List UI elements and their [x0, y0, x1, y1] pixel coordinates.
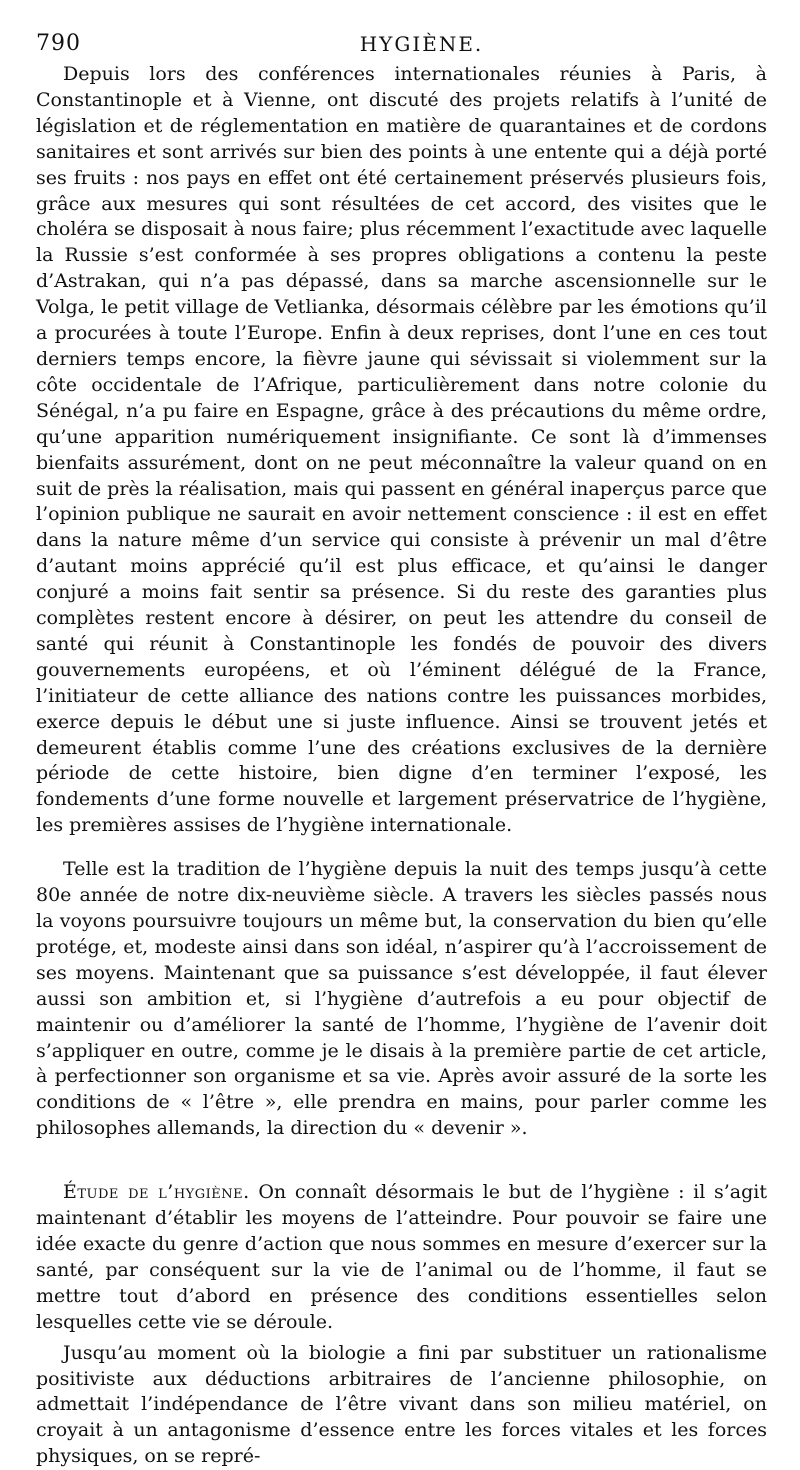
running-head: HYGIÈNE. [359, 32, 484, 56]
section-heading: Étude de l’hygiène. [63, 1181, 250, 1204]
paragraph-international-hygiene: Depuis lors des conférences internationales réunies à Paris, à Constantinople et à Vienne, ont discuté des projets relatifs à l’unité de législation et de réglementation en matière de quarantaines et de cordons sanitaires et sont arrivés sur bien des points à une entente qui a déjà porté ses fruits : nos pays en effet ont été certainement préservés plusieurs fois, grâce aux mesures qui sont résultées de cet accord, des visites que le choléra se disposait à nous faire; plus récemment l’exactitude avec laquelle la Russie s’est conformée à ses propres obligations a contenu la peste d’Astrakan, qui n’a pas dépassé, dans sa marche ascensionnelle sur le Volga, le petit village de Vetlianka, désormais célèbre par les émotions qu’il a procurées à toute l’Europe. Enfin à deux reprises, dont l’une en ces tout derniers temps encore, la fièvre jaune qui sévissait si violemment sur la côte occidentale de l’Afrique, particulièrement dans notre colonie du Sénégal, n’a pu faire en Espagne, grâce à des précautions du même ordre, qu’une apparition numériquement insignifiante. Ce sont là d’immenses bienfaits assurément, dont on ne peut méconnaître la valeur quand on en suit de près la réalisation, mais qui passent en général inaperçus parce que l’opinion publique ne saurait en avoir nettement conscience : il est en effet dans la nature même d’un service qui consiste à prévenir un mal d’être d’autant moins apprécié qu’il est plus efficace, et qu’ainsi le danger conjuré a moins fait sentir sa présence. Si du reste des garanties plus complètes restent encore à désirer, on peut les attendre du conseil de santé qui réunit à Constantinople les fondés de pouvoir des divers gouvernements européens, et où l’éminent délégué de la France, l’initiateur de cette alliance des nations contre les puissances morbides, exerce depuis le début une si juste influence. Ainsi se trouvent jetés et demeurent établis comme l’une des créations exclusives de la dernière période de cette histoire, bien digne d’en terminer l’exposé, les fondements d’une forme nouvelle et largement préservatrice de l’hygiène, les premières assises de l’hygiène internationale. [36, 63, 768, 837]
paragraph-etude-de-l-hygiene [36, 1180, 767, 1335]
paragraph-biology: Jusqu’au moment où la biologie a fini par substituer un rationalisme positiviste aux déductions arbitraires de l’ancienne philosophie, on admettait l’indépendance de l’être vivant dans son milieu matériel, on croyait à un antagonisme d’essence entre les forces vitales et les forces physiques, on se repré- [36, 1341, 767, 1468]
page-number: 790 [36, 31, 81, 56]
page-header [36, 0, 767, 62]
paragraph-tradition-of-hygiene: Telle est la tradition de l’hygiène depuis la nuit des temps jusqu’à cette 80e année de notre dix-neuvième siècle. A travers les siècles passés nous la voyons poursuivre toujours un même but, la conservation du bien qu’elle protége, et, modeste ainsi dans son idéal, n’aspirer qu’à l’accroissement de ses moyens. Maintenant que sa puissance s’est développée, il faut élever aussi son ambition et, si l’hygiène d’autrefois a eu pour objectif de maintenir ou d’améliorer la santé de l’homme, l’hygiène de l’avenir doit s’appliquer en outre, comme je le disais à la première partie de cet article, à perfectionner son organisme et sa vie. Après avoir assuré de la sorte les conditions de « l’être », elle prendra en mains, pour parler comme les philosophes allemands, la direction du « devenir ». [36, 858, 767, 1140]
book-page [36, 0, 768, 1468]
section-body-text: On connaît désormais le but de l’hygiène : il s’agit maintenant d’établir les moyens de l’atteindre. Pour pouvoir se faire une idée exacte du genre d’action que nous sommes en mesure d’exercer sur la santé, par conséquent sur la vie de l’animal ou de l’homme, il faut se mettre tout d’abord en présence des conditions essentielles selon lesquelles cette vie se déroule. [36, 1181, 767, 1333]
